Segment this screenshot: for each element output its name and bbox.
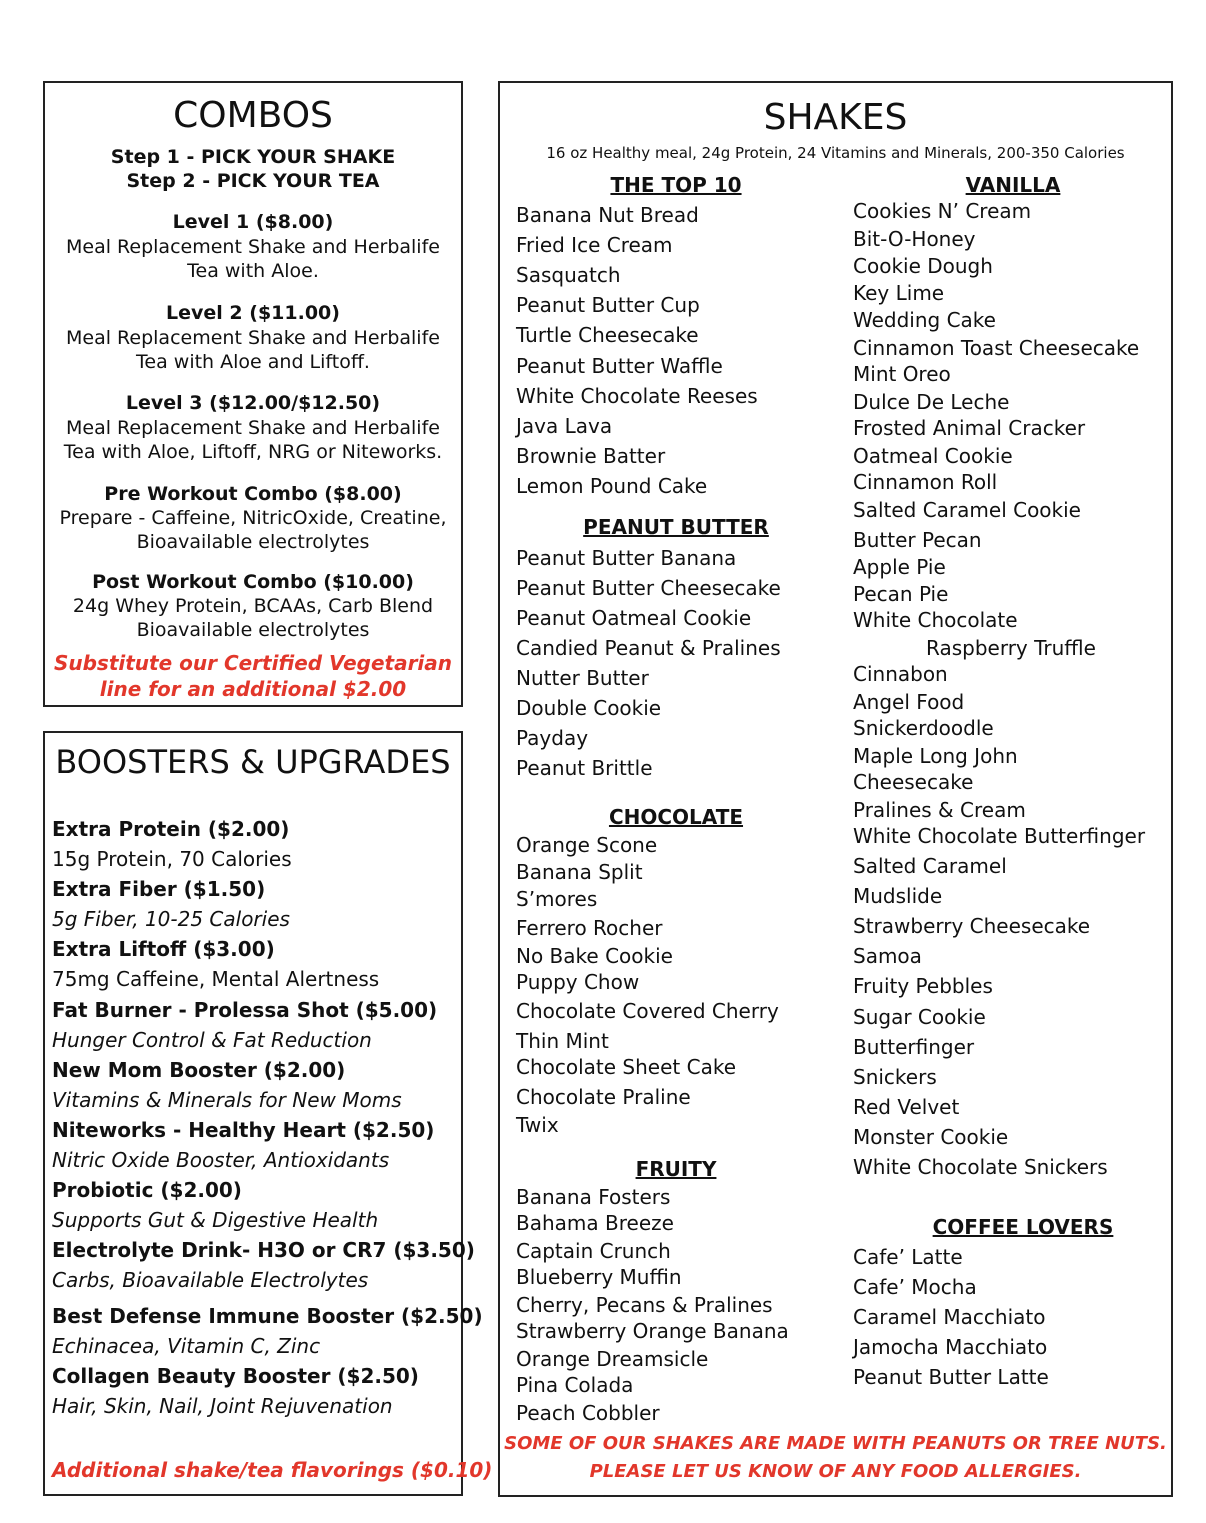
combos-panel bbox=[43, 81, 463, 707]
combo-level-2-desc: Tea with Aloe and Liftoff. bbox=[136, 351, 370, 373]
fruity-item: Pina Colada bbox=[516, 1373, 634, 1397]
booster-name: Niteworks - Healthy Heart ($2.50) bbox=[52, 1118, 435, 1142]
vegetarian-substitute-note: line for an additional $2.00 bbox=[99, 677, 407, 701]
booster-name: Best Defense Immune Booster ($2.50) bbox=[52, 1304, 483, 1328]
booster-name: Fat Burner - Prolessa Shot ($5.00) bbox=[52, 998, 438, 1022]
combo-level-1-heading: Level 1 ($8.00) bbox=[172, 211, 334, 233]
fruity-item: Peach Cobbler bbox=[516, 1401, 660, 1425]
coffee-lovers-item: Cafe’ Latte bbox=[853, 1245, 963, 1269]
vanilla-item: Key Lime bbox=[853, 281, 945, 305]
booster-description: Supports Gut & Digestive Health bbox=[52, 1208, 379, 1232]
booster-description: Hair, Skin, Nail, Joint Rejuvenation bbox=[52, 1394, 393, 1418]
combo-level-2-heading: Level 2 ($11.00) bbox=[166, 302, 340, 324]
flavorings-note: Additional shake/tea flavorings ($0.10) bbox=[52, 1458, 493, 1482]
vanilla-item: Bit-O-Honey bbox=[853, 227, 976, 251]
top-10-item: Brownie Batter bbox=[516, 443, 666, 468]
booster-name: Probiotic ($2.00) bbox=[52, 1178, 242, 1202]
chocolate-item: Banana Split bbox=[516, 860, 643, 884]
fruity-item: Strawberry Orange Banana bbox=[516, 1319, 789, 1343]
vanilla-item: Cookie Dough bbox=[853, 254, 993, 278]
vanilla-item: Dulce De Leche bbox=[853, 390, 1010, 414]
fruity-item: Blueberry Muffin bbox=[516, 1265, 682, 1289]
vanilla-item: Frosted Animal Cracker bbox=[853, 416, 1086, 440]
allergy-warning: PLEASE LET US KNOW OF ANY FOOD ALLERGIES. bbox=[589, 1461, 1082, 1482]
combo-post-workout-desc: Bioavailable electrolytes bbox=[136, 619, 370, 641]
chocolate-item: Chocolate Sheet Cake bbox=[516, 1055, 736, 1079]
chocolate-item: Chocolate Praline bbox=[516, 1085, 691, 1109]
booster-name: Extra Protein ($2.00) bbox=[52, 817, 290, 841]
combo-post-workout-desc: 24g Whey Protein, BCAAs, Carb Blend bbox=[72, 595, 434, 617]
chocolate-heading: CHOCOLATE bbox=[608, 805, 744, 829]
vanilla-item: Cinnamon Roll bbox=[853, 470, 998, 494]
chocolate-item: S’mores bbox=[516, 887, 598, 911]
vanilla-item: Sugar Cookie bbox=[853, 1005, 986, 1029]
vanilla-item: Red Velvet bbox=[853, 1095, 960, 1119]
peanut-butter-item: Payday bbox=[516, 726, 589, 750]
combo-pre-workout-heading: Pre Workout Combo ($8.00) bbox=[104, 483, 402, 505]
shakes-subtitle: 16 oz Healthy meal, 24g Protein, 24 Vitamins and Minerals, 200-350 Calories bbox=[546, 144, 1125, 162]
vanilla-item: Cookies N’ Cream bbox=[853, 199, 1032, 223]
combo-level-3-desc: Meal Replacement Shake and Herbalife bbox=[66, 417, 440, 439]
vanilla-item: Strawberry Cheesecake bbox=[853, 914, 1091, 938]
shakes-panel bbox=[498, 81, 1173, 1497]
booster-name: Collagen Beauty Booster ($2.50) bbox=[52, 1364, 419, 1388]
vanilla-item: Cheesecake bbox=[853, 770, 974, 794]
booster-name: Electrolyte Drink- H3O or CR7 ($3.50) bbox=[52, 1238, 475, 1262]
combo-post-workout-heading: Post Workout Combo ($10.00) bbox=[92, 571, 414, 593]
top-10-item: Lemon Pound Cake bbox=[516, 473, 708, 498]
shakes-title: SHAKES bbox=[763, 97, 908, 138]
peanut-butter-item: Double Cookie bbox=[516, 696, 662, 720]
booster-description: Carbs, Bioavailable Electrolytes bbox=[52, 1268, 369, 1292]
vanilla-item: Snickers bbox=[853, 1065, 937, 1089]
booster-description: 5g Fiber, 10-25 Calories bbox=[52, 907, 290, 931]
combo-step-1: Step 1 - PICK YOUR SHAKE bbox=[110, 146, 396, 168]
vanilla-item: Maple Long John bbox=[853, 744, 1018, 768]
vanilla-item: Butter Pecan bbox=[853, 528, 982, 552]
vanilla-item: Salted Caramel Cookie bbox=[853, 498, 1081, 522]
vanilla-item: Apple Pie bbox=[853, 555, 946, 579]
fruity-item: Bahama Breeze bbox=[516, 1211, 674, 1235]
vanilla-item: Oatmeal Cookie bbox=[853, 444, 1013, 468]
vanilla-item: White Chocolate Snickers bbox=[853, 1155, 1108, 1179]
vanilla-item: Raspberry Truffle bbox=[926, 636, 1096, 660]
vanilla-item: Mudslide bbox=[853, 884, 943, 908]
vegetarian-substitute-note: Substitute our Certified Vegetarian bbox=[53, 651, 453, 675]
combo-level-3-heading: Level 3 ($12.00/$12.50) bbox=[125, 392, 381, 414]
vanilla-item: Pecan Pie bbox=[853, 582, 949, 606]
coffee-lovers-item: Peanut Butter Latte bbox=[853, 1365, 1049, 1389]
fruity-item: Captain Crunch bbox=[516, 1239, 671, 1263]
booster-description: Vitamins & Minerals for New Moms bbox=[52, 1088, 402, 1112]
combo-level-2-desc: Meal Replacement Shake and Herbalife bbox=[66, 327, 440, 349]
top-10-item: Java Lava bbox=[516, 413, 613, 438]
vanilla-item: Wedding Cake bbox=[853, 308, 996, 332]
booster-description: Nitric Oxide Booster, Antioxidants bbox=[52, 1148, 390, 1172]
peanut-butter-item: Peanut Brittle bbox=[516, 756, 653, 780]
top-10-item: Sasquatch bbox=[516, 263, 621, 288]
coffee-lovers-heading: COFFEE LOVERS bbox=[932, 1215, 1114, 1239]
vanilla-item: Fruity Pebbles bbox=[853, 974, 993, 998]
boosters-title: BOOSTERS & UPGRADES bbox=[55, 743, 451, 781]
vanilla-item: Pralines & Cream bbox=[853, 798, 1026, 822]
chocolate-item: Ferrero Rocher bbox=[516, 916, 663, 940]
booster-description: Hunger Control & Fat Reduction bbox=[52, 1028, 372, 1052]
combo-level-1-desc: Tea with Aloe. bbox=[187, 260, 319, 282]
vanilla-item: Angel Food bbox=[853, 690, 965, 714]
fruity-item: Cherry, Pecans & Pralines bbox=[516, 1293, 773, 1317]
top-10-item: White Chocolate Reeses bbox=[516, 383, 758, 408]
top-10-item: Peanut Butter Waffle bbox=[516, 353, 723, 378]
peanut-butter-heading: PEANUT BUTTER bbox=[583, 515, 769, 539]
peanut-butter-item: Peanut Butter Cheesecake bbox=[516, 576, 781, 600]
fruity-item: Orange Dreamsicle bbox=[516, 1347, 709, 1371]
fruity-item: Banana Fosters bbox=[516, 1185, 671, 1209]
booster-description: Echinacea, Vitamin C, Zinc bbox=[52, 1334, 321, 1358]
chocolate-item: Puppy Chow bbox=[516, 970, 640, 994]
vanilla-item: Butterfinger bbox=[853, 1035, 975, 1059]
combo-pre-workout-desc: Bioavailable electrolytes bbox=[136, 531, 370, 553]
top-10-item: Peanut Butter Cup bbox=[516, 293, 700, 318]
coffee-lovers-item: Cafe’ Mocha bbox=[853, 1275, 977, 1299]
top-10-item: Fried Ice Cream bbox=[516, 233, 673, 258]
vanilla-item: White Chocolate bbox=[853, 608, 1018, 632]
chocolate-item: Thin Mint bbox=[516, 1029, 609, 1053]
peanut-butter-item: Peanut Butter Banana bbox=[516, 546, 737, 570]
peanut-butter-item: Nutter Butter bbox=[516, 666, 649, 690]
combos-title: COMBOS bbox=[173, 95, 333, 136]
top-10-item: Turtle Cheesecake bbox=[516, 323, 699, 348]
chocolate-item: Chocolate Covered Cherry bbox=[516, 999, 779, 1023]
allergy-warning: SOME OF OUR SHAKES ARE MADE WITH PEANUTS OR TREE NUTS. bbox=[504, 1433, 1167, 1454]
combo-pre-workout-desc: Prepare - Caffeine, NitricOxide, Creatine, bbox=[59, 507, 447, 529]
peanut-butter-item: Candied Peanut & Pralines bbox=[516, 636, 781, 660]
booster-name: New Mom Booster ($2.00) bbox=[52, 1058, 346, 1082]
chocolate-item: Orange Scone bbox=[516, 833, 658, 857]
combo-step-2: Step 2 - PICK YOUR TEA bbox=[126, 170, 380, 192]
vanilla-item: Cinnamon Toast Cheesecake bbox=[853, 336, 1140, 360]
vanilla-item: Samoa bbox=[853, 944, 922, 968]
vanilla-item: Snickerdoodle bbox=[853, 716, 994, 740]
top-10-item: Banana Nut Bread bbox=[516, 203, 699, 227]
booster-name: Extra Liftoff ($3.00) bbox=[52, 937, 275, 961]
vanilla-item: Salted Caramel bbox=[853, 854, 1007, 878]
coffee-lovers-item: Caramel Macchiato bbox=[853, 1305, 1046, 1329]
vanilla-heading: VANILLA bbox=[965, 173, 1061, 197]
fruity-heading: FRUITY bbox=[635, 1157, 717, 1181]
vanilla-item: White Chocolate Butterfinger bbox=[853, 824, 1146, 848]
vanilla-item: Mint Oreo bbox=[853, 362, 951, 386]
combo-level-1-desc: Meal Replacement Shake and Herbalife bbox=[66, 236, 440, 258]
vanilla-item: Cinnabon bbox=[853, 662, 948, 686]
combo-level-3-desc: Tea with Aloe, Liftoff, NRG or Niteworks. bbox=[63, 441, 443, 463]
coffee-lovers-item: Jamocha Macchiato bbox=[853, 1335, 1048, 1359]
vanilla-item: Monster Cookie bbox=[853, 1125, 1009, 1149]
boosters-panel bbox=[43, 731, 493, 1496]
chocolate-item: Twix bbox=[516, 1113, 559, 1137]
booster-description: 15g Protein, 70 Calories bbox=[52, 847, 292, 871]
chocolate-item: No Bake Cookie bbox=[516, 944, 673, 968]
peanut-butter-item: Peanut Oatmeal Cookie bbox=[516, 606, 752, 630]
booster-name: Extra Fiber ($1.50) bbox=[52, 877, 266, 901]
top-10-heading: THE TOP 10 bbox=[610, 173, 742, 197]
booster-description: 75mg Caffeine, Mental Alertness bbox=[52, 967, 380, 991]
